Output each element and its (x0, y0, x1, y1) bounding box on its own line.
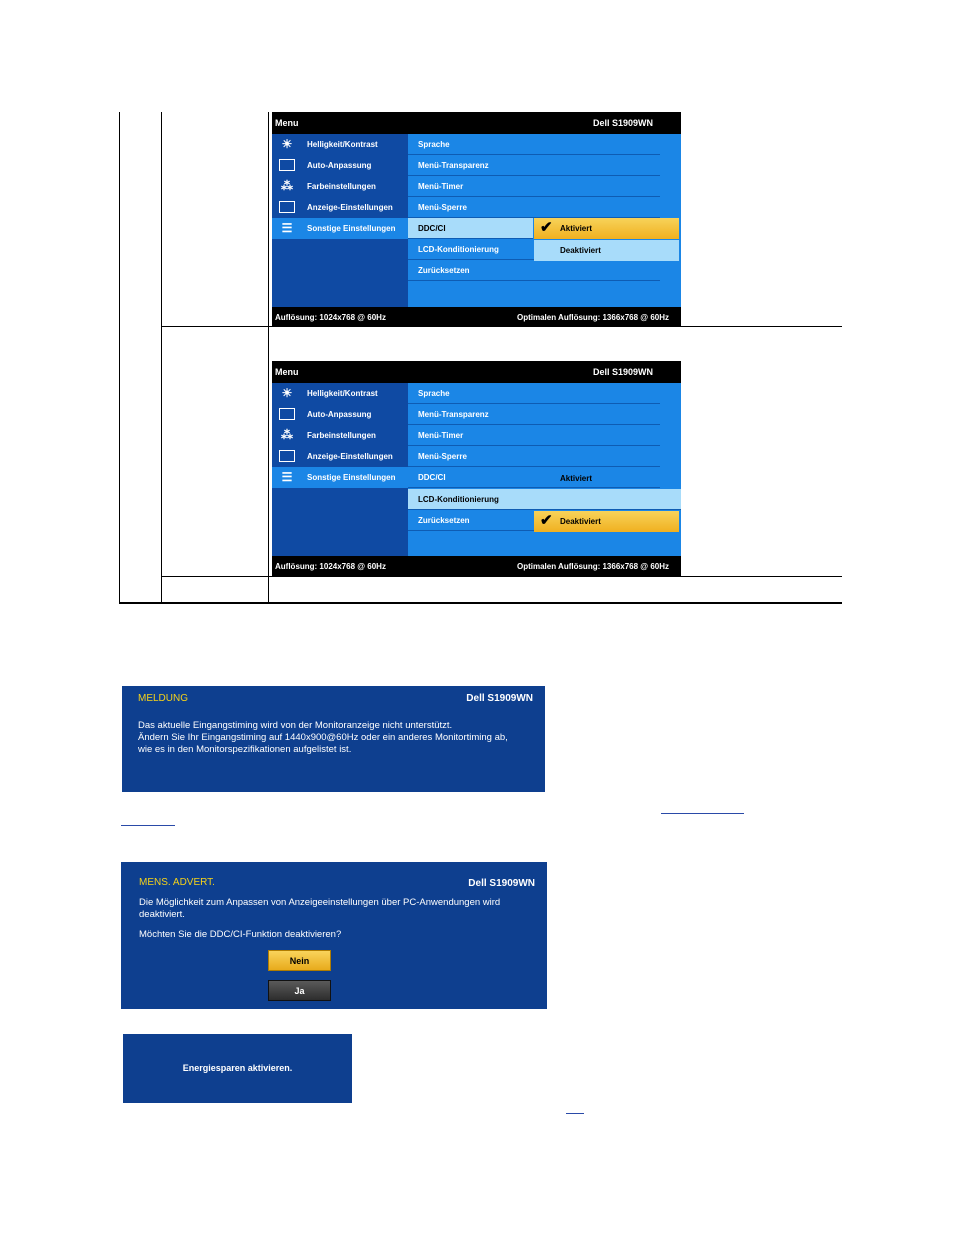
message-body (139, 897, 500, 921)
osd-menu-lcd-conditioning (272, 361, 681, 576)
brightness-contrast-icon: ☀ (281, 137, 293, 151)
submenu-item-label: Menü-Timer (418, 182, 464, 191)
no-button[interactable]: Nein (268, 950, 331, 971)
submenu-item-label: Menü-Transparenz (418, 161, 489, 170)
link-underline[interactable] (121, 825, 175, 826)
table-row-divider-2 (161, 576, 842, 577)
submenu-item-label: Zurücksetzen (418, 266, 470, 275)
submenu-item-menu-lock[interactable] (408, 197, 660, 218)
color-settings-icon: ⁂ (281, 428, 293, 442)
yes-button[interactable]: Ja (268, 980, 331, 1001)
option-label: Aktiviert (560, 474, 593, 483)
menu-item-label: Helligkeit/Kontrast (307, 140, 378, 149)
message-text: Energiesparen aktivieren. (182, 1063, 293, 1073)
auto-adjust-icon (278, 158, 296, 173)
submenu-item-label: DDC/CI (418, 224, 446, 233)
menu-item-display-settings[interactable] (272, 446, 408, 467)
color-settings-icon: ⁂ (281, 179, 293, 193)
submenu-item-label: Menü-Sperre (418, 203, 467, 212)
menu-item-auto-adjust[interactable] (272, 404, 408, 425)
osd-footer (272, 556, 681, 576)
osd-header (272, 361, 681, 383)
table-border-bottom (119, 602, 842, 604)
message-unsupported-timing (122, 686, 545, 792)
display-settings-icon (278, 200, 296, 215)
osd-footer (272, 307, 681, 327)
menu-item-brightness-contrast[interactable] (272, 134, 408, 155)
submenu-item-label: LCD-Konditionierung (418, 495, 499, 504)
osd-main-menu (272, 134, 408, 307)
submenu-item-menu-timer[interactable] (408, 176, 660, 197)
osd-header (272, 112, 681, 134)
submenu-item-label: Menü-Transparenz (418, 410, 489, 419)
current-resolution: Auflösung: 1024x768 @ 60Hz (275, 313, 386, 322)
submenu-item-label: Menü-Timer (418, 431, 464, 440)
menu-item-label: Anzeige-Einstellungen (307, 203, 393, 212)
option-enabled[interactable] (534, 218, 679, 239)
submenu-item-ddc-ci[interactable] (408, 467, 660, 488)
table-border-col2 (161, 112, 162, 604)
menu-item-label: Farbeinstellungen (307, 431, 376, 440)
message-line: Ändern Sie Ihr Eingangstiming auf 1440x900@60Hz oder ein anderes Monitortiming ab, (138, 732, 508, 743)
menu-item-label: Farbeinstellungen (307, 182, 376, 191)
message-question: Möchten Sie die DDC/CI-Funktion deaktivieren? (139, 929, 342, 940)
optimal-resolution: Optimalen Auflösung: 1366x768 @ 60Hz (517, 313, 669, 322)
current-resolution: Auflösung: 1024x768 @ 60Hz (275, 562, 386, 571)
submenu-item-label: DDC/CI (418, 473, 446, 482)
submenu-item-menu-timer[interactable] (408, 425, 660, 446)
osd-title: Menu (275, 367, 299, 377)
table-border-col3 (268, 112, 269, 604)
menu-item-label: Auto-Anpassung (307, 410, 372, 419)
osd-model: Dell S1909WN (592, 367, 653, 377)
menu-item-label: Helligkeit/Kontrast (307, 389, 378, 398)
auto-adjust-icon (278, 407, 296, 422)
osd-menu-ddc-ci (272, 112, 681, 327)
message-model: Dell S1909WN (466, 693, 533, 704)
menu-item-color-settings[interactable] (272, 176, 408, 197)
other-settings-icon: ☰ (281, 221, 293, 235)
option-disabled[interactable] (534, 511, 679, 532)
other-settings-icon: ☰ (281, 470, 293, 484)
message-model: Dell S1909WN (468, 878, 535, 889)
menu-item-label: Anzeige-Einstellungen (307, 452, 393, 461)
osd-main-menu (272, 383, 408, 556)
link-underline[interactable] (566, 1113, 584, 1114)
menu-item-other-settings[interactable] (272, 467, 408, 488)
osd-title: Menu (275, 118, 299, 128)
menu-item-auto-adjust[interactable] (272, 155, 408, 176)
message-ddc-ci-warning (121, 862, 547, 1009)
submenu-item-ddc-ci[interactable] (408, 218, 533, 239)
submenu-item-label: Zurücksetzen (418, 516, 470, 525)
message-power-save (123, 1034, 352, 1103)
menu-item-label: Sonstige Einstellungen (307, 473, 396, 482)
checkmark-icon: ✔ (540, 512, 553, 529)
message-title: MELDUNG (138, 693, 189, 704)
menu-item-color-settings[interactable] (272, 425, 408, 446)
option-label: Deaktiviert (560, 246, 601, 255)
submenu-item-reset[interactable] (408, 260, 660, 281)
message-body (138, 720, 508, 756)
menu-item-label: Auto-Anpassung (307, 161, 372, 170)
message-title: MENS. ADVERT. (139, 877, 215, 888)
display-settings-icon (278, 449, 296, 464)
checkmark-icon: ✔ (540, 219, 553, 236)
message-line: deaktiviert. (139, 909, 185, 920)
optimal-resolution: Optimalen Auflösung: 1366x768 @ 60Hz (517, 562, 669, 571)
option-label: Deaktiviert (560, 517, 601, 526)
submenu-item-label: Menü-Sperre (418, 452, 467, 461)
brightness-contrast-icon: ☀ (281, 386, 293, 400)
message-line: wie es in den Monitorspezifikationen aufgelistet ist. (138, 744, 352, 755)
menu-item-display-settings[interactable] (272, 197, 408, 218)
table-border-left (119, 112, 120, 604)
menu-item-brightness-contrast[interactable] (272, 383, 408, 404)
option-enabled[interactable] (534, 474, 679, 510)
link-underline[interactable] (661, 813, 744, 814)
menu-item-other-settings[interactable] (272, 218, 408, 239)
submenu-item-language[interactable] (408, 383, 660, 404)
menu-item-label: Sonstige Einstellungen (307, 224, 396, 233)
submenu-item-label: Sprache (418, 140, 450, 149)
option-disabled[interactable] (534, 240, 679, 261)
submenu-item-language[interactable] (408, 134, 660, 155)
osd-model: Dell S1909WN (592, 118, 653, 128)
option-label: Aktiviert (560, 224, 593, 233)
message-line: Die Möglichkeit zum Anpassen von Anzeigeeinstellungen über PC-Anwendungen wird (139, 897, 501, 908)
submenu-item-label: Sprache (418, 389, 450, 398)
submenu-item-menu-transparency[interactable] (408, 404, 660, 425)
message-line: Das aktuelle Eingangstiming wird von der Monitoranzeige nicht unterstützt. (138, 720, 453, 731)
submenu-item-label: LCD-Konditionierung (418, 245, 499, 254)
submenu-item-menu-lock[interactable] (408, 446, 660, 467)
submenu-item-menu-transparency[interactable] (408, 155, 660, 176)
